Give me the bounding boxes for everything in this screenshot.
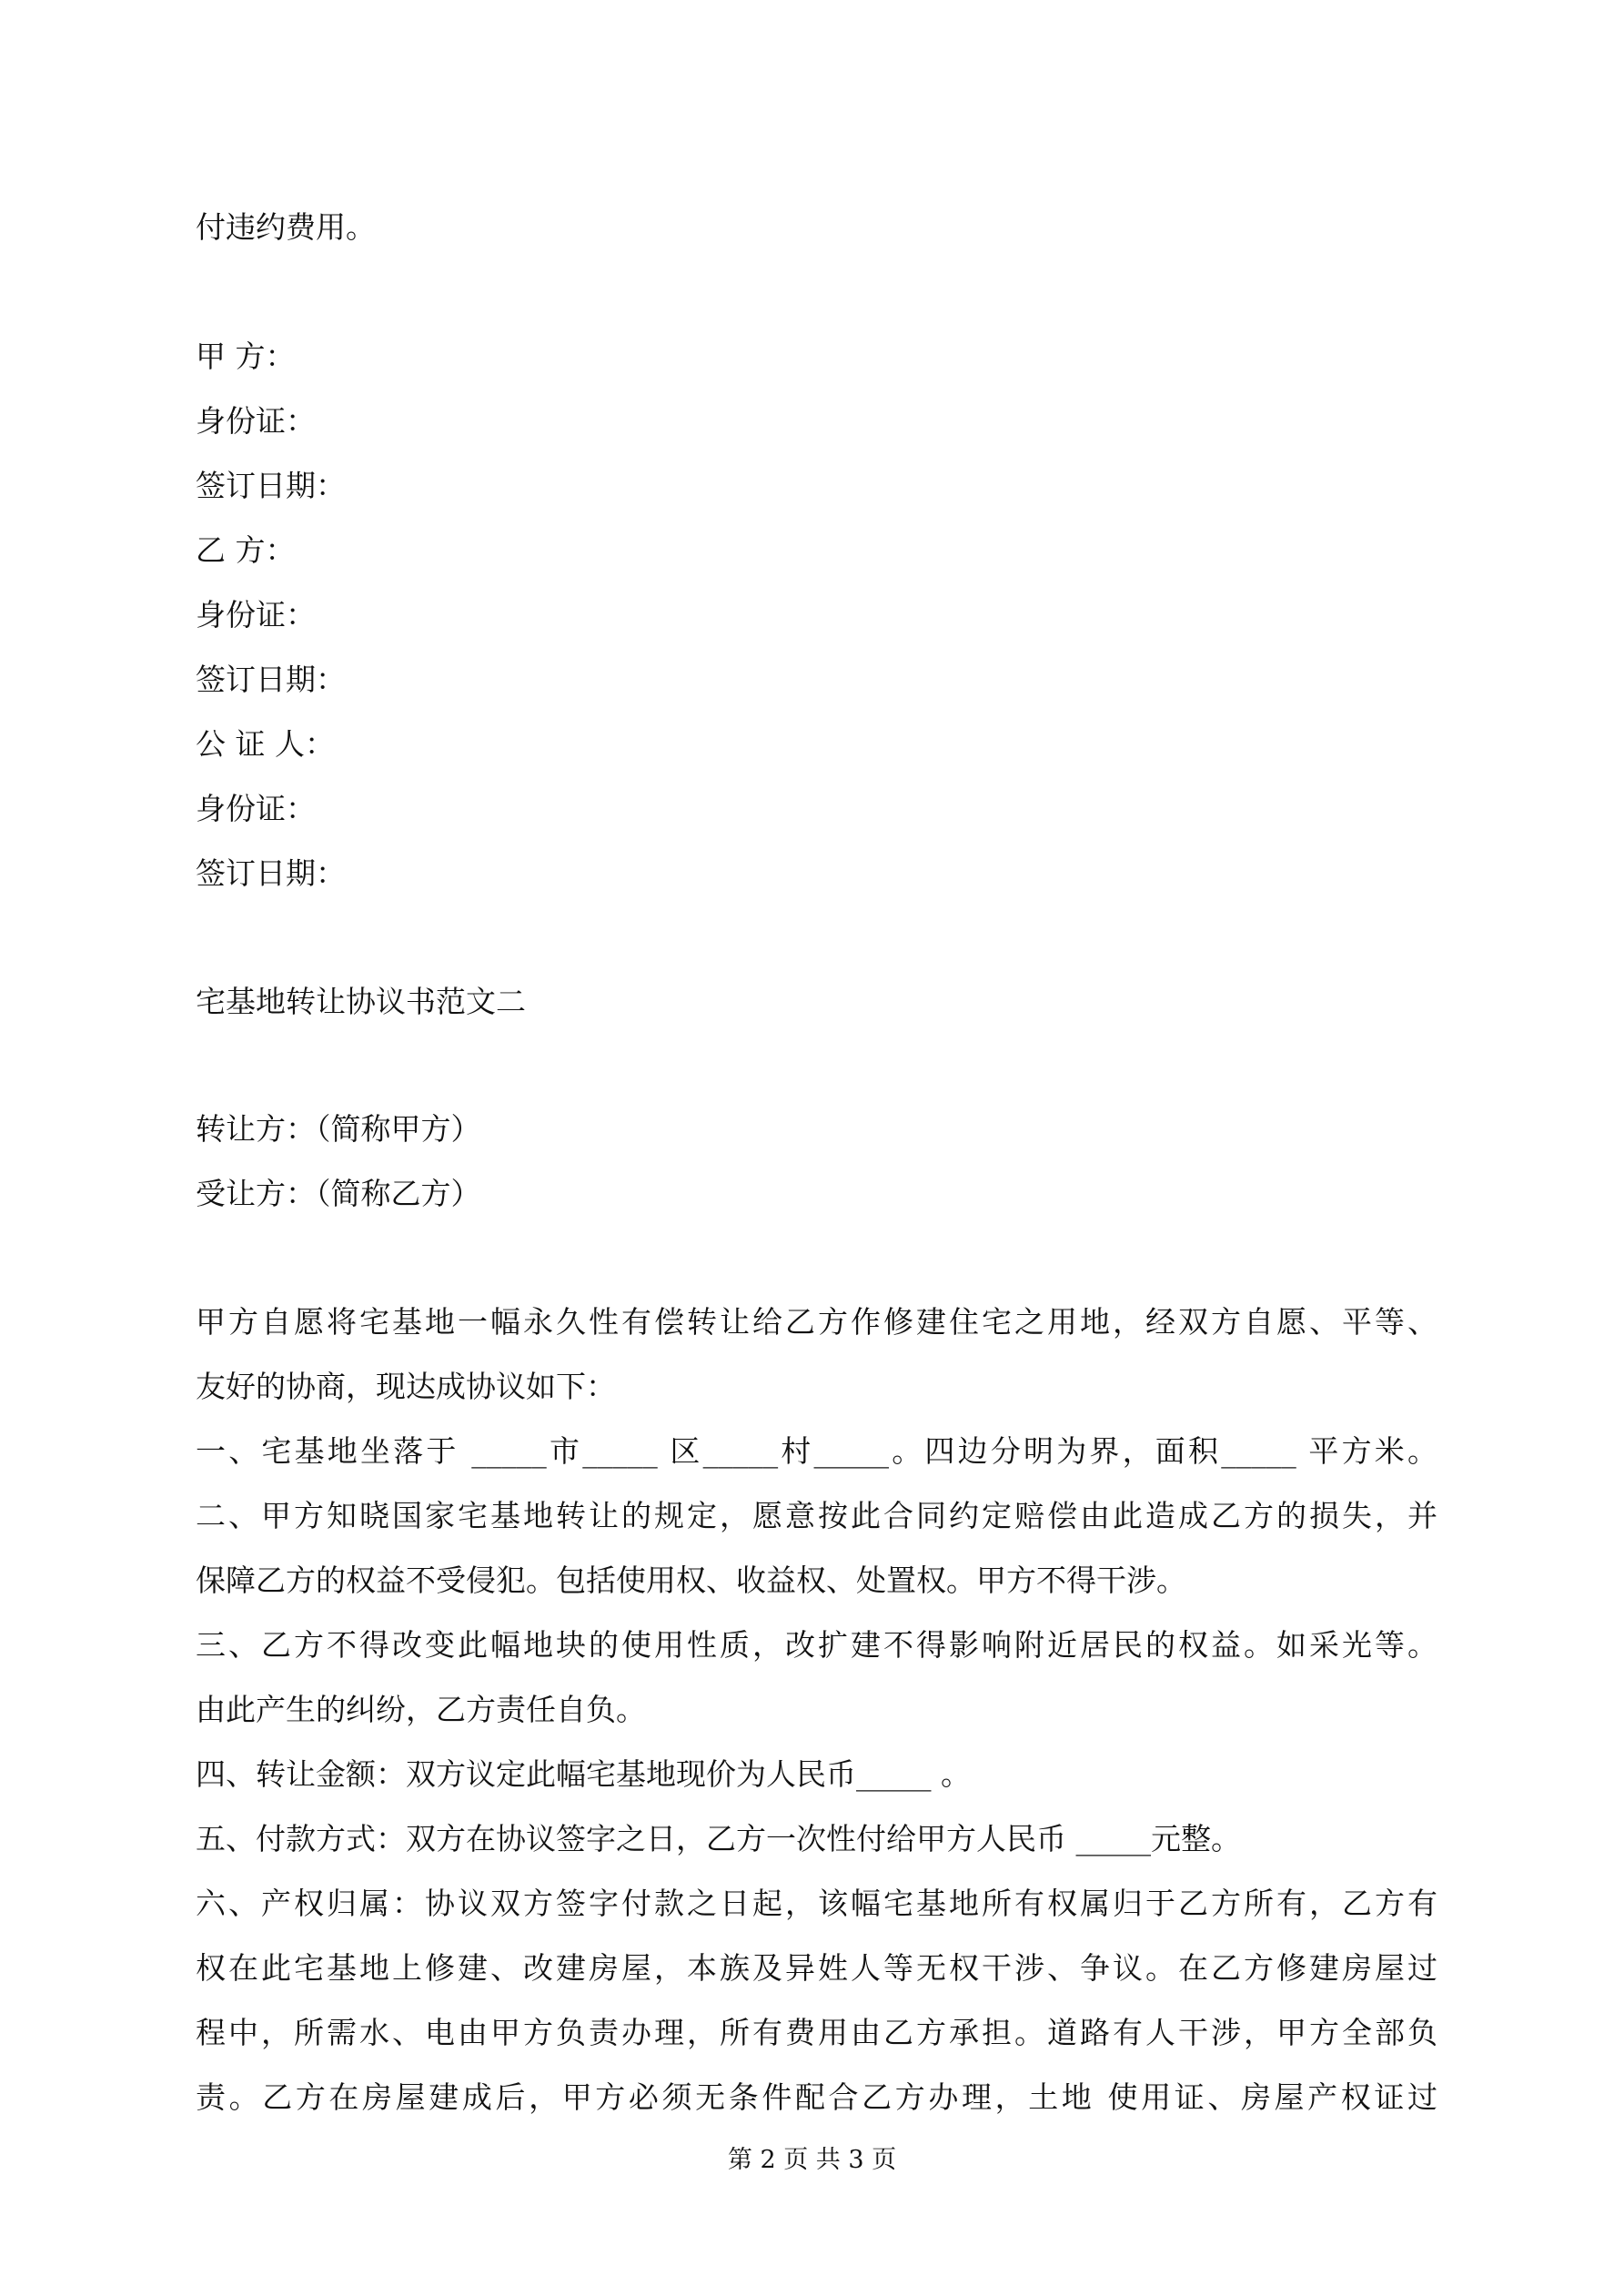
clause-2-cont: 保障乙方的权益不受侵犯。包括使用权、收益权、处置权。甲方不得干涉。	[196, 1563, 1186, 1598]
party-a-id-label: 身份证：	[196, 403, 316, 439]
transferee-line: 受让方：（简称乙方）	[196, 1176, 481, 1211]
clause-5: 五、付款方式：双方在协议签字之日，乙方一次性付给甲方人民币 _____元整。	[196, 1821, 1241, 1856]
section-title: 宅基地转让协议书范文二	[196, 984, 526, 1019]
intro-line: 付违约费用。	[196, 209, 376, 245]
clause-6-cont: 权在此宅基地上修建、改建房屋，本族及异姓人等无权干涉、争议。在乙方修建房屋过	[196, 1950, 1437, 1986]
party-a-label: 甲 方：	[196, 339, 296, 374]
party-b-date-label: 签订日期：	[196, 662, 346, 697]
clause-4: 四、转让金额：双方议定此幅宅基地现价为人民币_____ 。	[196, 1756, 971, 1792]
notary-date-label: 签订日期：	[196, 855, 346, 891]
party-b-label: 乙 方：	[196, 532, 296, 568]
body-line: 甲方自愿将宅基地一幅永久性有偿转让给乙方作修建住宅之用地，经双方自愿、平等、	[196, 1304, 1437, 1340]
clause-2: 二、甲方知晓国家宅基地转让的规定，愿意按此合同约定赔偿由此造成乙方的损失，并	[196, 1498, 1437, 1533]
notary-label: 公 证 人：	[196, 726, 335, 762]
page-number: 第 2 页 共 3 页	[727, 2146, 897, 2174]
party-b-id-label: 身份证：	[196, 597, 316, 632]
clause-3-cont: 由此产生的纠纷，乙方责任自负。	[196, 1692, 646, 1727]
body-line: 友好的协商，现达成协议如下：	[196, 1369, 616, 1404]
transferor-line: 转让方：（简称甲方）	[196, 1111, 481, 1147]
clause-3: 三、乙方不得改变此幅地块的使用性质，改扩建不得影响附近居民的权益。如采光等。	[196, 1627, 1437, 1663]
clause-1: 一、宅基地坐落于 _____市_____ 区_____村_____。四边分明为界，面积_____ 平方米。	[196, 1433, 1437, 1469]
party-a-date-label: 签订日期：	[196, 468, 346, 503]
clause-6-cont: 责。乙方在房屋建成后，甲方必须无条件配合乙方办理，土地 使用证、房屋产权证过	[196, 2079, 1437, 2115]
clause-6: 六、产权归属：协议双方签字付款之日起，该幅宅基地所有权属归于乙方所有，乙方有	[196, 1886, 1437, 1921]
clause-6-cont: 程中，所需水、电由甲方负责办理，所有费用由乙方承担。道路有人干涉，甲方全部负	[196, 2015, 1437, 2050]
notary-id-label: 身份证：	[196, 791, 316, 826]
